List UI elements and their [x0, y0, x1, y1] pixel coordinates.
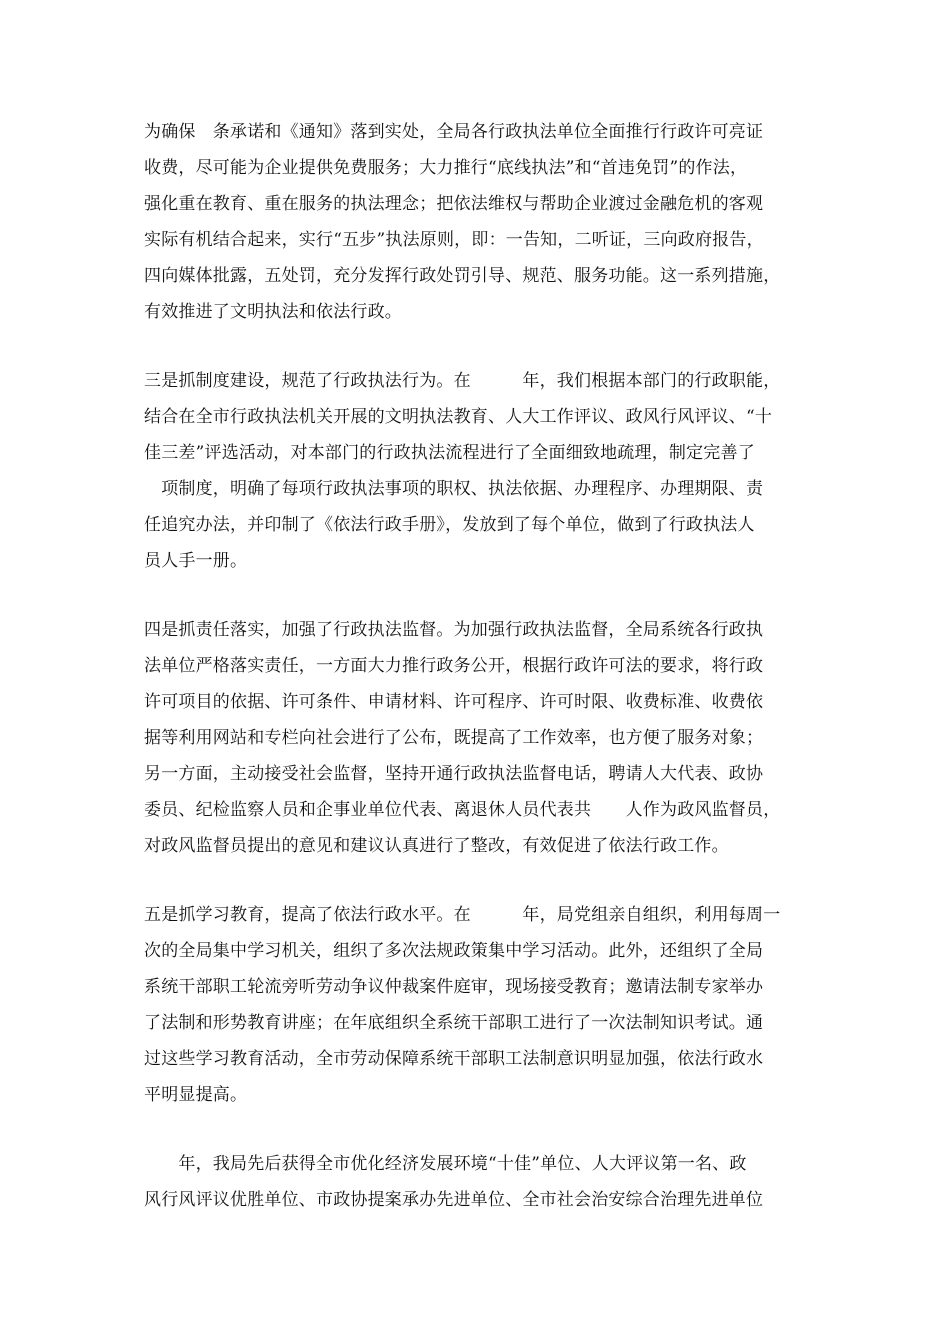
paragraph-commitment: [144, 114, 814, 330]
text-line: 系统干部职工轮流旁听劳动争议仲裁案件庭审，现场接受教育；邀请法制专家举办: [144, 977, 764, 997]
text-line: 五是抓学习教育，提高了依法行政水平。在 年，局党组亲自组织，利用每周一: [144, 905, 781, 925]
text-line: 次的全局集中学习机关，组织了多次法规政策集中学习活动。此外，还组织了全局: [144, 941, 764, 961]
text-line: 另一方面，主动接受社会监督，坚持开通行政执法监督电话，聘请人大代表、政协: [144, 764, 764, 784]
text-line: 四向媒体批露，五处罚，充分发挥行政处罚引导、规范、服务功能。这一系列措施，: [144, 266, 781, 286]
text-line: 四是抓责任落实，加强了行政执法监督。为加强行政执法监督，全局系统各行政执: [144, 620, 764, 640]
text-line: 项制度，明确了每项行政执法事项的职权、执法依据、办理程序、办理期限、责: [144, 479, 764, 499]
paragraph-education: [144, 897, 814, 1113]
text-line: 许可项目的依据、许可条件、申请材料、许可程序、许可时限、收费标准、收费依: [144, 692, 764, 712]
text-line: 过这些学习教育活动，全市劳动保障系统干部职工法制意识明显加强，依法行政水: [144, 1049, 764, 1069]
paragraph-responsibility: [144, 612, 814, 864]
text-line: 强化重在教育、重在服务的执法理念；把依法维权与帮助企业渡过金融危机的客观: [144, 194, 764, 214]
text-line: 收费，尽可能为企业提供免费服务；大力推行“底线执法”和“首违免罚”的作法，: [144, 158, 748, 178]
text-line: 了法制和形势教育讲座；在年底组织全系统干部职工进行了一次法制知识考试。通: [144, 1013, 764, 1033]
text-line: 结合在全市行政执法机关开展的文明执法教育、人大工作评议、政风行风评议、“十: [144, 407, 773, 427]
paragraph-system-building: [144, 363, 814, 579]
text-line: 佳三差”评选活动，对本部门的行政执法流程进行了全面细致地疏理，制定完善了: [144, 443, 755, 463]
text-line: 年，我局先后获得全市优化经济发展环境“十佳”单位、人大评议第一名、政: [144, 1154, 747, 1174]
text-line: 员人手一册。: [144, 551, 248, 571]
text-line: 据等利用网站和专栏向社会进行了公布，既提高了工作效率，也方便了服务对象；: [144, 728, 764, 748]
text-line: 风行风评议优胜单位、市政协提案承办先进单位、全市社会治安综合治理先进单位: [144, 1190, 764, 1210]
text-line: 平明显提高。: [144, 1085, 248, 1105]
text-line: 任追究办法，并印制了《依法行政手册》，发放到了每个单位，做到了行政执法人: [144, 515, 755, 535]
text-line: 委员、纪检监察人员和企事业单位代表、离退休人员代表共 人作为政风监督员，: [144, 800, 781, 820]
text-line: 为确保 条承诺和《通知》落到实处，全局各行政执法单位全面推行行政许可亮证: [144, 122, 764, 142]
text-line: 对政风监督员提出的意见和建议认真进行了整改，有效促进了依法行政工作。: [144, 836, 729, 856]
text-line: 法单位严格落实责任，一方面大力推行政务公开，根据行政许可法的要求，将行政: [144, 656, 764, 676]
text-line: 三是抓制度建设，规范了行政执法行为。在 年，我们根据本部门的行政职能，: [144, 371, 781, 391]
paragraph-awards: [144, 1146, 814, 1218]
text-line: 实际有机结合起来，实行“五步”执法原则，即：一告知，二听证，三向政府报告，: [144, 230, 764, 250]
text-line: 有效推进了文明执法和依法行政。: [144, 302, 402, 322]
